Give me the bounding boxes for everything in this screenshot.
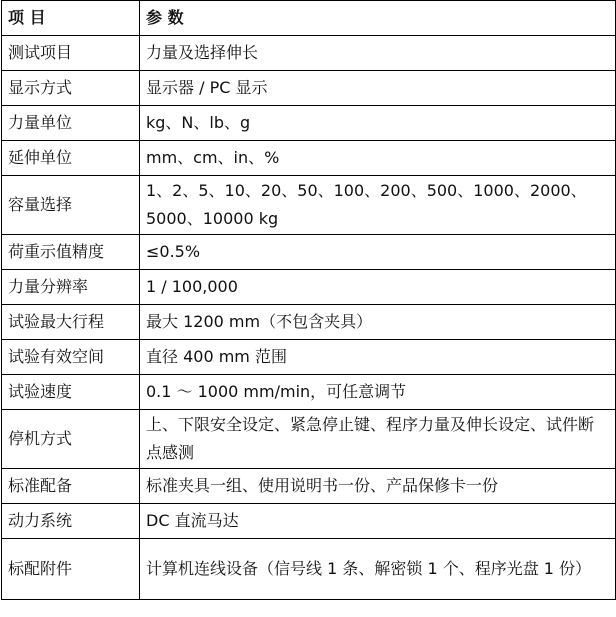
row-label: 力量分辨率	[2, 270, 140, 305]
row-value: mm、cm、in、%	[140, 141, 616, 176]
table-row	[2, 235, 616, 270]
row-label: 标准配备	[2, 469, 140, 504]
row-label: 标配附件	[2, 539, 140, 600]
table-row	[2, 375, 616, 410]
table-row	[2, 340, 616, 375]
row-value: DC 直流马达	[140, 504, 616, 539]
table-row	[2, 305, 616, 340]
row-value: 1 / 100,000	[140, 270, 616, 305]
row-label: 延伸单位	[2, 141, 140, 176]
row-value: 计算机连线设备（信号线 1 条、解密锁 1 个、程序光盘 1 份）	[140, 539, 616, 600]
table-row	[2, 410, 616, 469]
row-value: 标准夹具一组、使用说明书一份、产品保修卡一份	[140, 469, 616, 504]
row-value: 直径 400 mm 范围	[140, 340, 616, 375]
row-value: 1、2、5、10、20、50、100、200、500、1000、2000、5000、10000 kg	[140, 176, 616, 235]
row-label: 容量选择	[2, 176, 140, 235]
table-row	[2, 106, 616, 141]
table-row	[2, 504, 616, 539]
table-row	[2, 469, 616, 504]
row-label: 力量单位	[2, 106, 140, 141]
row-label: 停机方式	[2, 410, 140, 469]
row-label: 试验有效空间	[2, 340, 140, 375]
table-row	[2, 71, 616, 106]
row-value: 最大 1200 mm（不包含夹具）	[140, 305, 616, 340]
row-label: 测试项目	[2, 36, 140, 71]
row-value: 显示器 / PC 显示	[140, 71, 616, 106]
row-label: 试验速度	[2, 375, 140, 410]
table-row	[2, 539, 616, 600]
table-header-row	[2, 1, 616, 36]
table-row	[2, 176, 616, 235]
row-label: 显示方式	[2, 71, 140, 106]
row-label: 荷重示值精度	[2, 235, 140, 270]
row-label: 动力系统	[2, 504, 140, 539]
row-value: 力量及选择伸长	[140, 36, 616, 71]
spec-table	[1, 0, 616, 600]
row-value: kg、N、lb、g	[140, 106, 616, 141]
table-row	[2, 36, 616, 71]
header-item: 项 目	[2, 1, 140, 36]
header-param: 参 数	[140, 1, 616, 36]
row-value: 0.1 ～ 1000 mm/min，可任意调节	[140, 375, 616, 410]
row-value: 上、下限安全设定、紧急停止键、程序力量及伸长设定、试件断点感测	[140, 410, 616, 469]
row-label: 试验最大行程	[2, 305, 140, 340]
table-row	[2, 270, 616, 305]
table-row	[2, 141, 616, 176]
row-value: ≤0.5%	[140, 235, 616, 270]
